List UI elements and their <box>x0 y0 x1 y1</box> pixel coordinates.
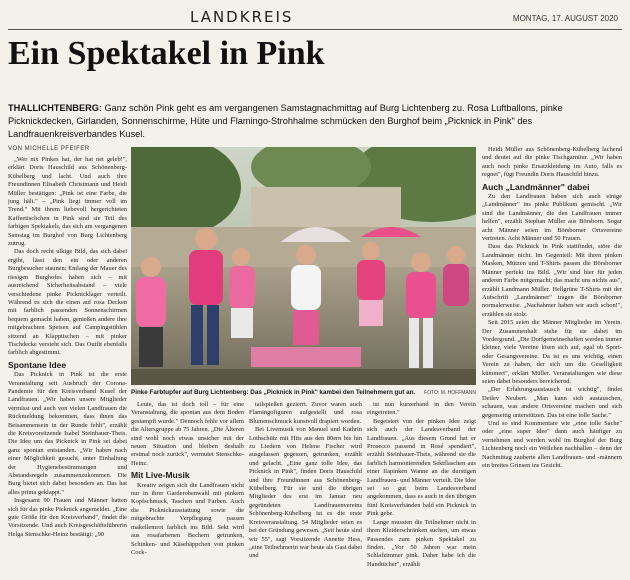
subheading: Mit Live-Musik <box>131 470 190 481</box>
article-column-5 <box>482 146 622 580</box>
paragraph: „Der Erfahrungsaustausch ist wichtig", findet Detlev Neubert. „Man kann sich austauschen, schauen, was andere Ortsvereine machen und sich gegenseitig unterstützen. Das ist eine tolle Sache." <box>482 386 622 419</box>
paragraph: Das Picknick in Pink ist die erste Veranstaltung seit Ausbruch der Corona-Pandemie für den Kreisverband Kusel der Landfrauen. „Wir haben unsere Mitglieder vermisst und auch von vielen Landfrauen die Rückmeldung bekommen, dass ihnen das Beisammensein in der Runde fehlt", erzählt die Kreisvorsitzende Isabel Steinhauer-Theis. Die Idee um das Picknick in Pink sei dabei ganz spontan entstanden. „Wir haben nach einer Möglichkeit gesucht, unter Einhaltung der Hygienebestimmungen und Abstandsregeln zusammenzukommen. Die Burg bietet sich dabei besonders an. Das hat alles prima geklappt." <box>8 371 127 496</box>
paragraph: Das doch recht ulkige Bild, das sich dabei ergibt, lässt den ein oder anderen Burgbesucher staunen: Entlang der Mauer des riesigen Burghofes haben sich – mit ausreichend Sicherheitsabstand – viele verschiedene pinke Picknicklager verteilt. Während es sich die einen auf rosa Decken mit farblich passenden Sonnenschirmen bequem gemacht haben, genießen andere ihre mitgebrachten Speisen auf Campingstühlen sitzend an Klapptischen – mit pinker Tischdecke versteht sich. Das Outfit ebenfalls farblich abgestimmt. <box>8 248 127 357</box>
subheading: Auch „Landmänner" dabei <box>482 181 590 192</box>
paragraph: Insgesamt 90 Frauen und Männer hatten sich für das pinke Picknick angemeldet. „Eine gute Größe für den Kreisverband", findet die Vorsitzende. Und auch Kreisgeschäftsführerin Helga Stenschke-Heinz bestätigt: „90 <box>8 497 127 538</box>
header-rule <box>8 29 622 30</box>
caption-text: Pinke Farbtupfer auf Burg Lichtenberg: Das „Picknick in Pink" kambei den Teilnehmern gut an. <box>131 389 416 396</box>
paragraph: Begeistert von der pinken Idee zeigt sich auch der Landesverband der Landfrauen. „Aus diesem Grund hat er Prosecco passend in Rosé spendiert", erzählt Steinhauer-Theis, während sie die farblich harmonierenden Sektflaschen aus einer Ilapinken Wanne an die durstigen Landfrauen- und Männer verteilt. Die Idee sei so gut beim Landesverband angekommen, dass es auch in den übrigen fünf Kreisverbänden bald ein Picknick in Pink gebe. <box>367 417 476 518</box>
paragraph: Seit 2015 seien die Männer Mitglieder im Verein. Der Zusammenhalt stehe für sie dabei im Vordergrund. „Die Dorfgemeinschaften werden immer kleiner, viele Vereine lösen sich auf, egal ob Sport- oder Gesangsvereine. Da ist es uns wichtig, einen Verein zu haben, der sich um die Geselligkeit kümmert", erklärt Müller. Veranstaltungen wie diese seien dabei besonders bereichernd. <box>482 319 622 385</box>
byline: VON MICHELLE PFEIFER <box>8 146 90 152</box>
article-photo <box>131 147 476 385</box>
photo-credit: FOTO: M. HOFFMANN <box>424 390 476 396</box>
lead-paragraph <box>8 102 620 141</box>
dateline: MONTAG, 17. AUGUST 2020 <box>512 14 618 23</box>
paragraph: Heidi Müller aus Schönenberg-Kübelberg lachend und deutet auf die pinke Tischgarnitur. „Wir haben auch noch pinke Ersatzkleidung im Auto, falls es regnet", fügt Freundin Doris Hauschild hinzu. <box>482 146 622 179</box>
picnic-photo-illustration <box>131 147 476 385</box>
article-column-1 <box>8 156 127 580</box>
paragraph: Leute, das ist doch toll – für eine Veranstaltung, die spontan aus dem Boden gestampft wurde." Dennoch fehle vor allem die Altersgruppe ab 75 Jahren. „Die Älteren sind wohl noch etwas unsicher mit der neuen Situation und bleiben deshalb erstmal noch zurück", vermutet Stenschke-Heinz. <box>131 401 244 467</box>
paragraph: Bei Livemusik von Manuel und Kathrin Lothschütz mit Hits aus den 80ern bis hin zu Liedern von Helene Fischer wird ausgelassen gegessen, getrunken, erzählt und gelacht. „Eine ganz tolle Idee, das Picknick in Pink", finden Doris Hauschild und ihre Freundinnen aus Schönenberg-Kübelberg. Für sie und die übrigen Mitglieder des erst im Januar neu gegründeten Landfrauenvereins Schönenberg-Kübelberg ist es die erste Kreisveranstaltung. 54 Mitglieder seien es bei der Gründung gewesen. „Seit heute sind wir 55", sagt Vorsitzende Annette Hess, „eine Teilnehmerin war heute als Gast dabei und <box>249 426 362 560</box>
lead-place: THALLICHTENBERG: <box>8 103 102 113</box>
paragraph: Kreativ zeigen sich die Landfrauen nicht nur in ihrer Garderobenwahl mit pinkem Kopfschmuck, Taschen und Farben. Auch die Picknickausstattung sowie die mitgebrachte Verpflegung passen makellemrot farblich ins Bild. Sekt wird aus rosafarbenen Bechern getrunken, Schinken- und Käsehäppchen von pinken Cock- <box>131 481 244 556</box>
paragraph: ist nun kurzerhand in den Verein eingetreten." <box>367 401 476 417</box>
lead-text: Ganz schön Pink geht es am vergangenen Samstagnachmittag auf Burg Lichtenberg zu. Rosa Luftballons, pinke Picknickdecken, Girlanden, Sonnenschirme, Hüte und Flamingo-Strohhalme schmücken den Burghof beim „Picknick in Pink" des Landfrauenkreisverbandes Kusel. <box>8 103 563 139</box>
article-column-4 <box>367 401 476 580</box>
article-column-2 <box>131 401 244 580</box>
subheading: Spontane Idee <box>8 359 67 370</box>
paragraph: Dass das Picknick in Pink stattfindet, störe die Landmänner nicht. Im Gegenteil: Mit ihren pinken Masken, Mützen und T-Shirts passen die Börsborner Männer perfekt ins Bild. „Wir sind hier für jeden anderen Farbe mitgemacht; das macht uns nichts aus", erzählt Landmann Müller. Hellgrüne T-Shirts mit der Aufschrift „Landmänner" tragen die Börsborner normalerweise. „Nachahmer haben wir auch schon!", erzählen sie stolz. <box>482 243 622 318</box>
paragraph: tailspießen gezierrt. Zuvor waren auch Flamingofiguren aufgestellt und rosa Blumenschmuck kunstvoll drapiert worden. <box>249 401 362 425</box>
photo-caption <box>131 389 476 397</box>
paragraph: Zu den Landfrauen haben sich auch einige „Landmänner" ins pinke Publikum gemischt. „Wir sind die Landmänner, die den Landfrauen immer helfen", erzählt Stephan Müller aus Börsborn. Sogar acht Männer seien im Börsborner Ortsvereine vertreten. Acht Männer und 50 Frauen. <box>482 193 622 243</box>
article-column-3 <box>249 401 362 580</box>
paragraph: Lange mussten die Teilnehmer nicht in ihren Kleiderschränken suchen, um etwas Passendes zum pinken Spektakel zu finden. „Vor 50 Jahren war mein Schlafzimmer pink. Daher habe ich die Handtücher", erzählt <box>367 518 476 568</box>
paragraph: „Wer nix Pinkes hat, der hat net geleb!", erklärt Doris Hauschild aus Schönenberg-Kübelberg und lacht. Und auch ihre Freundinnen Elisabeth Christmann und Heidi Müller bestätigen: „Pink ist eine Farbe, die jung hält." – „Pink liegt immer voll im Trend." Mit ihrem liebevoll hergerichteten Kaffeetischchen in Pink sind sie Teil des farbigen Spektakels, das sich am vergangenen Samstag im Burghof von Burg Lichtenberg zutrug. <box>8 156 127 248</box>
headline: Ein Spektakel in Pink <box>8 35 325 72</box>
paragraph: Und so sind Kommentare wie „eine tolle Sache" oder „eine super Idee" dann auch häufiger zu vernehmen und werden wohl im Burghof der Burg Lichtenberg noch ein Weilchen nachhallen – denn der Nachmittag zauberte allen Landfrauen- und -männern ein breites Grinsen ins Gesicht. <box>482 420 622 470</box>
section-title: LANDKREIS <box>190 8 294 26</box>
